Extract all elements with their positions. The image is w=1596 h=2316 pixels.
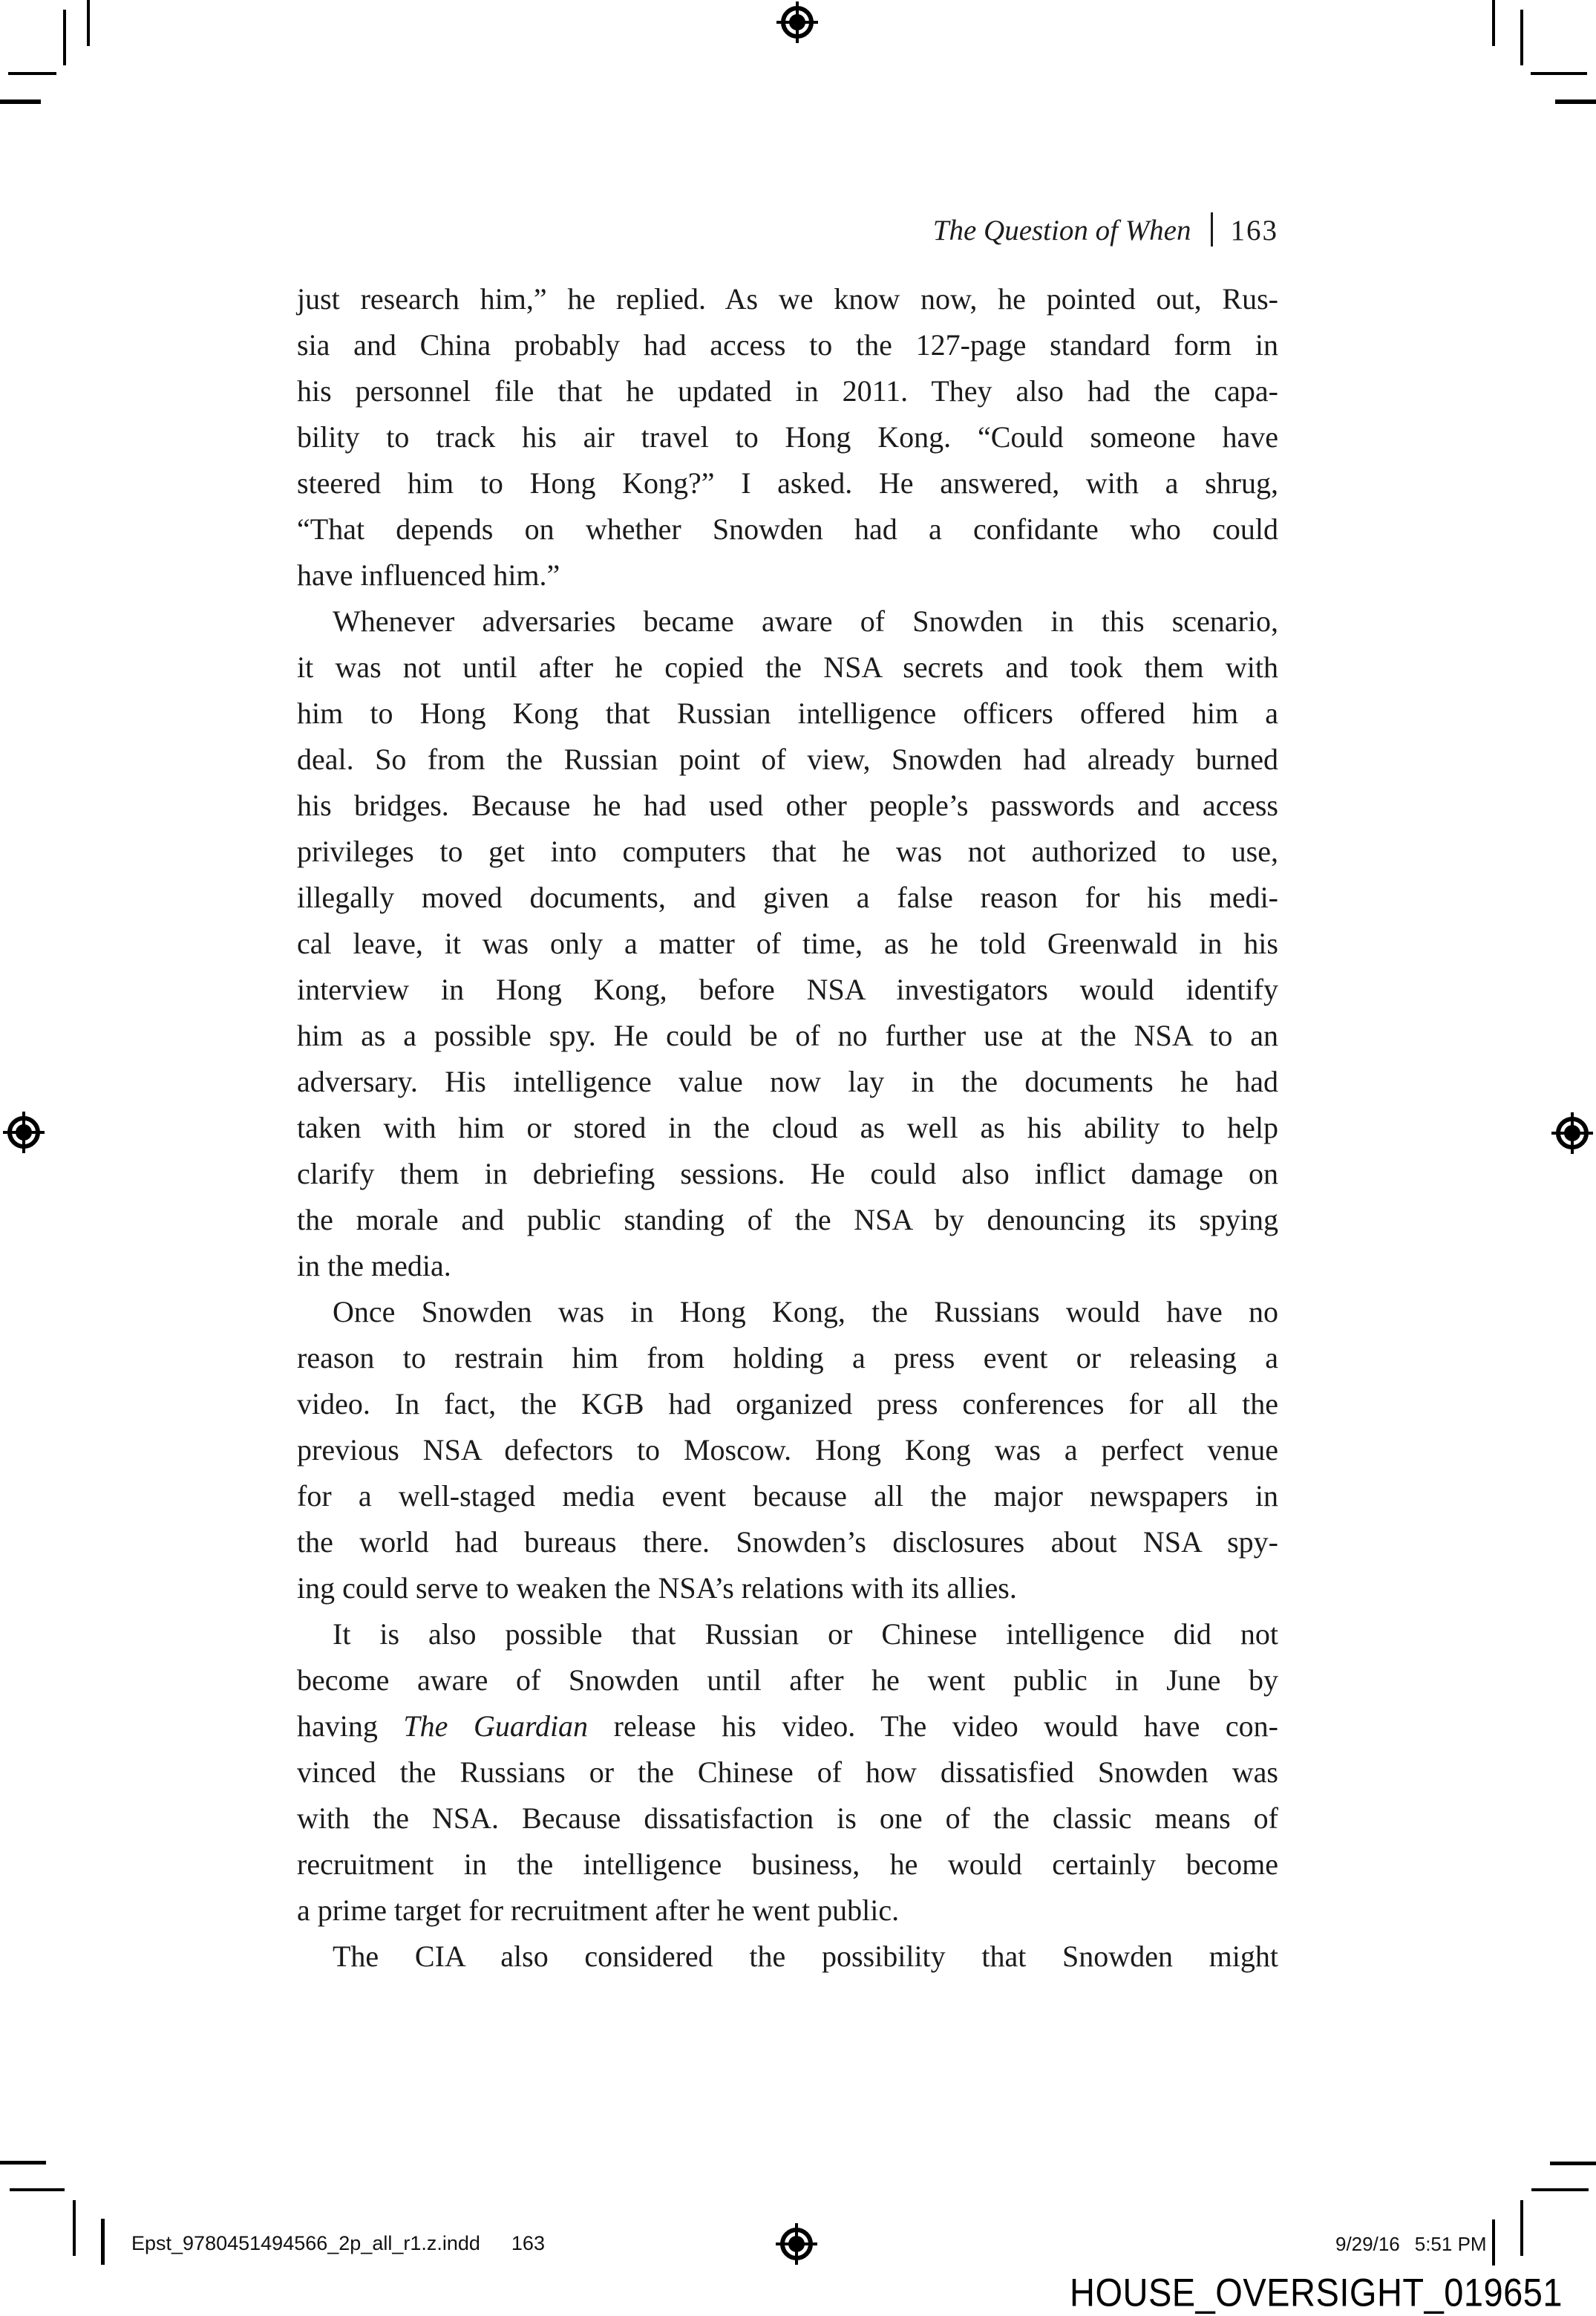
text-line: in the media. <box>297 1249 451 1282</box>
crop-mark <box>1520 10 1523 65</box>
text-line: with the NSA. Because dissatisfaction is one of the classic means of <box>297 1801 1278 1835</box>
text-line: video. In fact, the KGB had organized press conferences for all the <box>297 1387 1278 1420</box>
text-line: previous NSA defectors to Moscow. Hong Kong was a perfect venue <box>297 1433 1278 1467</box>
crop-mark <box>63 10 66 65</box>
text-line: cal leave, it was only a matter of time, as he told Greenwald in his <box>297 927 1278 960</box>
registration-mark-icon <box>1 1110 46 1155</box>
crop-mark <box>73 2200 76 2256</box>
text-line: adversary. His intelligence value now lay in the documents he had <box>297 1065 1278 1098</box>
text-line: ing could serve to weaken the NSA’s relations with its allies. <box>297 1571 1017 1605</box>
paragraph <box>297 276 1278 598</box>
text-line: Once Snowden was in Hong Kong, the Russians would have no <box>333 1295 1278 1328</box>
header-separator <box>1211 212 1213 247</box>
text-line: Whenever adversaries became aware of Snowden in this scenario, <box>333 604 1278 638</box>
text-line: recruitment in the intelligence business, he would certainly become <box>297 1847 1278 1881</box>
text-line: just research him,” he replied. As we know now, he pointed out, Rus- <box>297 282 1278 316</box>
registration-mark-icon <box>775 0 820 45</box>
footer-file-page: 163 <box>511 2232 545 2254</box>
text-line: steered him to Hong Kong?” I asked. He answered, with a shrug, <box>297 466 1278 500</box>
text-line: the world had bureaus there. Snowden’s disclosures about NSA spy- <box>297 1525 1278 1559</box>
crop-mark <box>1531 2188 1589 2191</box>
text-line: reason to restrain him from holding a press event or releasing a <box>297 1341 1278 1374</box>
registration-mark-icon <box>1550 1111 1595 1155</box>
text-line: “That depends on whether Snowden had a confidante who could <box>297 512 1278 546</box>
text-line: deal. So from the Russian point of view, Snowden had already burned <box>297 743 1278 776</box>
paragraph <box>297 598 1278 1289</box>
page-body <box>297 276 1278 1980</box>
paragraph <box>297 1289 1278 1611</box>
crop-mark <box>0 100 41 104</box>
footer-timestamp <box>1335 2233 1487 2256</box>
crop-mark <box>101 2219 105 2265</box>
crop-mark <box>1492 2219 1495 2266</box>
text-line: sia and China probably had access to the 127-page standard form in <box>297 328 1278 362</box>
text-line: illegally moved documents, and given a false reason for his medi- <box>297 881 1278 914</box>
footer-file-name: Epst_9780451494566_2p_all_r1.z.indd <box>131 2232 480 2254</box>
text-line: have influenced him.” <box>297 558 560 592</box>
crop-mark <box>1550 2162 1596 2165</box>
text-line: privileges to get into computers that he was not authorized to use, <box>297 835 1278 868</box>
italic-text: The Guardian <box>403 1709 589 1743</box>
registration-mark-icon <box>774 2222 819 2266</box>
crop-mark <box>87 0 90 46</box>
text-line: The CIA also considered the possibility that Snowden might <box>333 1940 1278 1973</box>
text-line: him to Hong Kong that Russian intelligence officers offered him a <box>297 697 1278 730</box>
footer-file-slug <box>131 2232 545 2255</box>
text-line: clarify them in debriefing sessions. He could also inflict damage on <box>297 1157 1278 1190</box>
crop-mark <box>1520 2200 1523 2256</box>
paragraph <box>297 1611 1278 1934</box>
text-line: him as a possible spy. He could be of no further use at the NSA to an <box>297 1019 1278 1052</box>
text-line: vinced the Russians or the Chinese of how dissatisfied Snowden was <box>297 1755 1278 1789</box>
bates-stamp: HOUSE_OVERSIGHT_019651 <box>1070 2270 1563 2315</box>
text-line: It is also possible that Russian or Chinese intelligence did not <box>333 1617 1278 1651</box>
crop-mark <box>8 72 56 75</box>
text-line: for a well-staged media event because all the major newspapers in <box>297 1479 1278 1513</box>
running-header <box>933 212 1278 249</box>
footer-date: 9/29/16 <box>1335 2233 1400 2255</box>
text-line: the morale and public standing of the NSA by denouncing its spying <box>297 1203 1278 1236</box>
crop-mark <box>1555 100 1596 104</box>
crop-mark <box>1531 72 1587 75</box>
text-line: his bridges. Because he had used other people’s passwords and access <box>297 789 1278 822</box>
footer-time: 5:51 PM <box>1414 2233 1487 2255</box>
text-line: become aware of Snowden until after he went public in June by <box>297 1663 1278 1697</box>
chapter-title: The Question of When <box>932 215 1191 247</box>
text-line: taken with him or stored in the cloud as well as his ability to help <box>297 1111 1278 1144</box>
crop-mark <box>0 2161 46 2165</box>
crop-mark <box>10 2188 65 2191</box>
text-line: bility to track his air travel to Hong Kong. “Could someone have <box>297 420 1278 454</box>
crop-mark <box>1492 0 1495 46</box>
text-line: a prime target for recruitment after he went public. <box>297 1893 900 1927</box>
page-number: 163 <box>1230 215 1278 247</box>
paragraph <box>297 1934 1278 1980</box>
text-line: his personnel file that he updated in 2011. They also had the capa- <box>297 374 1278 408</box>
text-line: it was not until after he copied the NSA secrets and took them with <box>297 650 1278 684</box>
text-line: interview in Hong Kong, before NSA investigators would identify <box>297 973 1278 1006</box>
text-line: having The Guardian release his video. The video would have con- <box>297 1709 1278 1743</box>
